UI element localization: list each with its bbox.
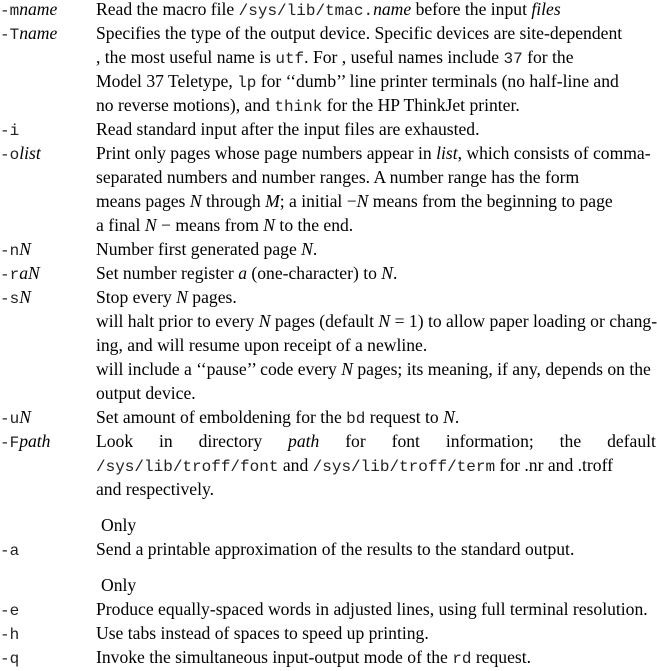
- flag-letter: -i: [0, 122, 20, 140]
- flag-argument: aN: [19, 263, 40, 283]
- text-run: Produce equally-spaced words in adjusted lines, using full terminal resolution.: [96, 599, 648, 619]
- option-flag: [0, 645, 19, 671]
- italic-text: N: [301, 239, 313, 259]
- text-run: for ‘‘dumb’’ line printer terminals (no half-line and: [256, 71, 619, 91]
- code-text: utf: [275, 50, 305, 68]
- text-run: Use tabs instead of spaces to speed up printing.: [96, 623, 429, 643]
- text-run: for the: [522, 47, 574, 67]
- option-description: [96, 381, 196, 405]
- section-heading: Only: [101, 515, 137, 535]
- italic-text: N: [381, 263, 394, 283]
- text-run: default: [607, 431, 656, 451]
- option-description: [96, 429, 656, 453]
- code-text: lp: [237, 74, 257, 92]
- option-flag: [0, 141, 41, 167]
- text-run: for .nr and .troff: [495, 455, 613, 475]
- text-run: Send a printable approximation of the results to the standard output.: [96, 539, 575, 559]
- text-run: will halt prior to every: [96, 311, 259, 331]
- flag-argument: name: [19, 23, 58, 43]
- text-run: the: [559, 431, 582, 451]
- option-flag: [0, 117, 19, 143]
- italic-text: N: [144, 215, 157, 235]
- text-run: output device.: [96, 383, 196, 403]
- option-flag: [0, 597, 19, 623]
- flag-letter: -n: [0, 242, 20, 260]
- text-run: , the most useful name is: [96, 47, 276, 67]
- text-run: (one-character) to: [246, 263, 382, 283]
- text-run: . For , useful names include: [304, 47, 504, 67]
- option-description: [96, 645, 531, 671]
- code-text: /sys/lib/troff/font: [96, 458, 279, 476]
- option-description: [96, 405, 459, 431]
- option-description: [96, 597, 648, 621]
- text-run: in: [159, 431, 173, 451]
- text-run: .: [393, 263, 398, 283]
- option-description: [96, 537, 574, 561]
- option-description: [96, 477, 214, 501]
- text-run: request to: [365, 407, 444, 427]
- code-text: 37: [503, 50, 523, 68]
- option-description: [96, 0, 561, 23]
- option-description: [96, 213, 353, 237]
- text-run: Stop every: [96, 287, 177, 307]
- text-run: Invoke the simultaneous input-output mode of the: [96, 647, 453, 667]
- text-run: means from the beginning to page: [368, 191, 613, 211]
- italic-text: N: [176, 287, 188, 307]
- text-run: .: [312, 239, 318, 259]
- code-text: /sys/lib/troff/term: [312, 458, 496, 476]
- option-flag: [0, 261, 40, 287]
- italic-text: N: [356, 191, 369, 211]
- text-run: to the end.: [275, 215, 354, 235]
- code-text: /sys/lib/tmac.: [238, 2, 374, 20]
- option-description: [96, 309, 657, 333]
- italic-text: N: [341, 359, 353, 379]
- italic-text: files: [531, 0, 561, 19]
- text-run: pages (default: [270, 311, 379, 331]
- option-flag: [0, 21, 57, 47]
- text-run: means pages: [96, 191, 190, 211]
- option-flag: [0, 537, 19, 563]
- flag-letter: -T: [0, 26, 20, 44]
- option-description: [96, 621, 429, 645]
- option-description: [96, 285, 237, 309]
- section-heading: Only: [101, 575, 137, 595]
- option-description: [96, 21, 622, 45]
- text-run: will include a ‘‘pause’’ code every: [96, 359, 342, 379]
- text-run: directory: [198, 431, 263, 451]
- text-run: before the input: [411, 0, 532, 19]
- option-flag: [0, 429, 50, 455]
- italic-text: N: [378, 311, 391, 331]
- text-run: through: [201, 191, 266, 211]
- option-description: [96, 189, 613, 213]
- code-text: rd: [452, 650, 472, 668]
- flag-letter: -a: [0, 542, 20, 560]
- text-run: Print only pages whose page numbers appear in: [96, 143, 437, 163]
- option-description: [96, 141, 651, 165]
- text-run: Number first generated page: [96, 239, 302, 259]
- text-run: separated numbers and number ranges. A number range has the form: [96, 167, 580, 187]
- option-description: [96, 261, 397, 285]
- flag-letter: -s: [0, 290, 20, 308]
- text-run: a final: [96, 215, 145, 235]
- italic-text: M: [265, 191, 280, 211]
- text-run: Read the macro file: [96, 0, 239, 19]
- flag-letter: -r: [0, 266, 20, 284]
- flag-argument: list: [19, 143, 41, 163]
- text-run: ; a initial −: [279, 191, 357, 211]
- flag-argument: N: [19, 407, 31, 427]
- flag-letter: -h: [0, 626, 20, 644]
- option-description: [96, 333, 427, 357]
- text-run: and respectively.: [96, 479, 215, 499]
- flag-letter: -q: [0, 650, 20, 668]
- flag-letter: -m: [0, 2, 20, 20]
- text-run: Look: [96, 431, 134, 451]
- text-run: font: [391, 431, 420, 451]
- text-run: Set amount of emboldening for the: [96, 407, 347, 427]
- text-run: , which consists of comma-: [457, 143, 651, 163]
- italic-text: N: [443, 407, 455, 427]
- option-description: [96, 117, 480, 141]
- text-run: Specifies the type of the output device. Specific devices are site-dependent: [96, 23, 623, 43]
- italic-text: a: [238, 263, 247, 283]
- option-flag: [0, 0, 57, 23]
- italic-text: list: [436, 143, 458, 163]
- text-run: .: [454, 407, 460, 427]
- option-description: [96, 237, 317, 261]
- option-description: [96, 453, 613, 479]
- italic-text: name: [373, 0, 412, 19]
- option-description: [96, 165, 579, 189]
- option-description: [96, 45, 574, 71]
- text-run: pages; its meaning, if any, depends on the: [352, 359, 651, 379]
- text-run: pages.: [187, 287, 237, 307]
- text-run: no reverse motions), and: [96, 95, 275, 115]
- text-run: and: [278, 455, 313, 475]
- text-run: for: [345, 431, 366, 451]
- text-run: information;: [445, 431, 534, 451]
- text-run: request.: [471, 647, 532, 667]
- italic-text: N: [258, 311, 271, 331]
- text-run: = 1) to allow paper loading or chang-: [390, 311, 657, 331]
- flag-letter: -e: [0, 602, 20, 620]
- option-flag: [0, 237, 31, 263]
- option-description: [96, 93, 520, 119]
- italic-text: N: [263, 215, 276, 235]
- option-flag: [0, 285, 31, 311]
- option-description: [96, 357, 651, 381]
- option-flag: [0, 405, 31, 431]
- italic-text: N: [189, 191, 202, 211]
- flag-letter: -o: [0, 146, 20, 164]
- flag-argument: path: [19, 431, 51, 451]
- text-run: Read standard input after the input files are exhausted.: [96, 119, 480, 139]
- flag-letter: -F: [0, 434, 20, 452]
- flag-letter: -u: [0, 410, 20, 428]
- code-text: think: [274, 98, 323, 116]
- text-run: for the HP ThinkJet printer.: [322, 95, 520, 115]
- italic-text: path: [288, 431, 320, 451]
- flag-argument: N: [19, 239, 31, 259]
- text-run: Set number register: [96, 263, 239, 283]
- option-flag: [0, 621, 19, 647]
- text-run: ing, and will resume upon receipt of a newline.: [96, 335, 428, 355]
- code-text: bd: [346, 410, 366, 428]
- flag-argument: name: [19, 0, 58, 19]
- text-run: Model 37 Teletype,: [96, 71, 238, 91]
- text-run: − means from: [156, 215, 264, 235]
- option-description: [96, 69, 619, 95]
- flag-argument: N: [19, 287, 31, 307]
